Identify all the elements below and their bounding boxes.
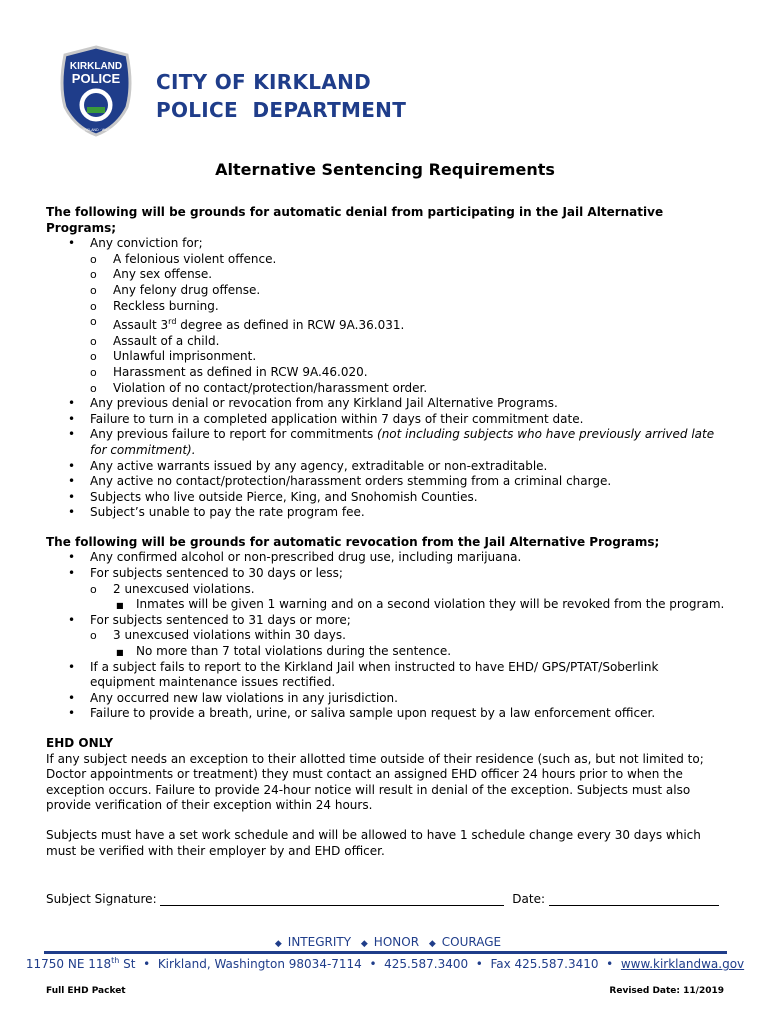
date-line[interactable] [549, 893, 719, 906]
denial-list [46, 236, 726, 521]
square-bullet-icon: ■ [116, 601, 124, 611]
bullet-icon: • [68, 550, 76, 565]
bullet-icon: • [68, 396, 76, 411]
circle-bullet-icon: o [90, 629, 97, 643]
signature-row [46, 892, 719, 906]
footer-revised-date: Revised Date: 11/2019 [609, 986, 724, 996]
ehd-heading: EHD ONLY [46, 736, 114, 750]
list-item: • If a subject fails to report to the Kirkland Jail when instructed to have EHD/ GPS/PTAT/Soberlink equipment maintenance issues rectified. [68, 659, 659, 690]
list-item: • Any active warrants issued by any agency, extraditable or non-extraditable. [68, 458, 548, 473]
bullet-icon: • [68, 612, 76, 627]
bullet-icon: • [68, 489, 76, 504]
circle-bullet-icon: o [90, 582, 97, 596]
bullet-icon: • [68, 236, 76, 251]
badge-top-text: KIRKLAND [69, 61, 123, 72]
list-item: o 3 unexcused violations within 30 days. [90, 628, 346, 643]
list-item: • Failure to turn in a completed application within 7 days of their commitment date. [68, 411, 584, 426]
signature-label: Subject Signature: [46, 892, 157, 906]
bullet-icon: • [68, 706, 76, 721]
list-item: • Any active no contact/protection/harassment orders stemming from a criminal charge. [68, 474, 612, 489]
list-item: • For subjects sentenced to 30 days or less; [68, 566, 343, 581]
ehd-paragraph-1: If any subject needs an exception to their allotted time outside of their residence (such as, but not limited to; Doctor appointments or treatment) they must contact an assigned EHD officer 24 hours prior to when the exception occurs. Failure to provide 24-hour notice will result in denial of the exception. Subjects must also provide verification of their exception within 24 hours. [46, 751, 704, 813]
bullet-icon: • [68, 659, 76, 674]
department-header [156, 68, 406, 124]
circle-bullet-icon: o [90, 283, 97, 297]
circle-bullet-icon: o [90, 268, 97, 282]
revocation-heading: The following will be grounds for automatic revocation from the Jail Alternative Programs; [46, 534, 660, 549]
list-item: • Failure to provide a breath, urine, or saliva sample upon request by a law enforcement officer. [68, 706, 656, 721]
list-item: • Any occurred new law violations in any jurisdiction. [68, 690, 398, 705]
footer-divider [44, 951, 727, 954]
list-item: o Harassment as defined in RCW 9A.46.020. [90, 364, 368, 379]
bullet-icon: • [68, 411, 76, 426]
header-city: CITY OF KIRKLAND [156, 70, 372, 94]
list-item: • Subject’s unable to pay the rate program fee. [68, 505, 365, 520]
circle-bullet-icon: o [90, 365, 97, 379]
diamond-icon: ◆ [428, 939, 436, 949]
circle-bullet-icon: o [90, 315, 97, 329]
list-item: o Any felony drug offense. [90, 282, 261, 297]
list-item: o Violation of no contact/protection/harassment order. [90, 380, 428, 395]
circle-bullet-icon: o [90, 350, 97, 364]
list-item: ■ No more than 7 total violations during the sentence. [46, 644, 726, 660]
document-title: Alternative Sentencing Requirements [215, 160, 555, 179]
denial-heading: The following will be grounds for automatic denial from participating in the Jail Alternative Programs; [46, 205, 664, 235]
circle-bullet-icon: o [90, 381, 97, 395]
list-item: • Any conviction for; [68, 236, 203, 251]
list-item: • Any previous denial or revocation from any Kirkland Jail Alternative Programs. [68, 396, 558, 411]
diamond-icon: ◆ [360, 939, 368, 949]
square-bullet-icon: ■ [116, 648, 124, 658]
bullet-icon: • [68, 690, 76, 705]
list-item: • For subjects sentenced to 31 days or more; [68, 612, 351, 627]
bullet-icon: • [68, 505, 76, 520]
website-link[interactable]: www.kirklandwa.gov [620, 957, 745, 971]
footer-packet-label: Full EHD Packet [46, 986, 126, 996]
list-item: o Reckless burning. [90, 298, 219, 313]
header-department: POLICE DEPARTMENT [156, 98, 407, 122]
revocation-list [46, 550, 726, 722]
list-item: o 2 unexcused violations. [90, 581, 255, 596]
circle-bullet-icon: o [90, 252, 97, 266]
date-label: Date: [512, 892, 545, 906]
ehd-paragraph-2: Subjects must have a set work schedule and will be allowed to have 1 schedule change every 30 days which must be verified with their employer by and EHD officer. [46, 827, 701, 858]
list-item: • Subjects who live outside Pierce, King, and Snohomish Counties. [68, 489, 478, 504]
list-item: o A felonious violent offence. [90, 251, 277, 266]
badge-main-text: POLICE [71, 71, 121, 86]
signature-line[interactable] [160, 893, 504, 906]
list-item: ■ Inmates will be given 1 warning and on a second violation they will be revoked from the program. [46, 597, 726, 613]
list-item: o Unlawful imprisonment. [90, 349, 257, 364]
bullet-icon: • [68, 427, 76, 442]
document-body [46, 205, 726, 859]
list-item: • Any previous failure to report for commitments (not including subjects who have previously arrived late for commitment). [68, 427, 715, 457]
list-item: o Assault of a child. [90, 333, 220, 348]
list-item: o Assault 3rd degree as defined in RCW 9A.36.031. [90, 315, 405, 333]
bullet-icon: • [68, 566, 76, 581]
list-item: • Any confirmed alcohol or non-prescribed drug use, including marijuana. [68, 550, 522, 565]
motto: ◆ INTEGRITY ◆ HONOR ◆ COURAGE [274, 935, 502, 949]
circle-bullet-icon: o [90, 334, 97, 348]
circle-bullet-icon: o [90, 299, 97, 313]
diamond-icon: ◆ [274, 939, 282, 949]
list-item: o Any sex offense. [90, 267, 213, 282]
address-line: 11750 NE 118th St • Kirkland, Washington 98034-7114 • 425.587.3400 • Fax 425.587.3410 • www.kirklandwa.gov [25, 956, 745, 971]
police-badge-logo [57, 45, 135, 137]
badge-ring-text: CITY OF KIRKLAND · WASHINGTON [66, 128, 126, 132]
bullet-icon: • [68, 474, 76, 489]
bullet-icon: • [68, 458, 76, 473]
